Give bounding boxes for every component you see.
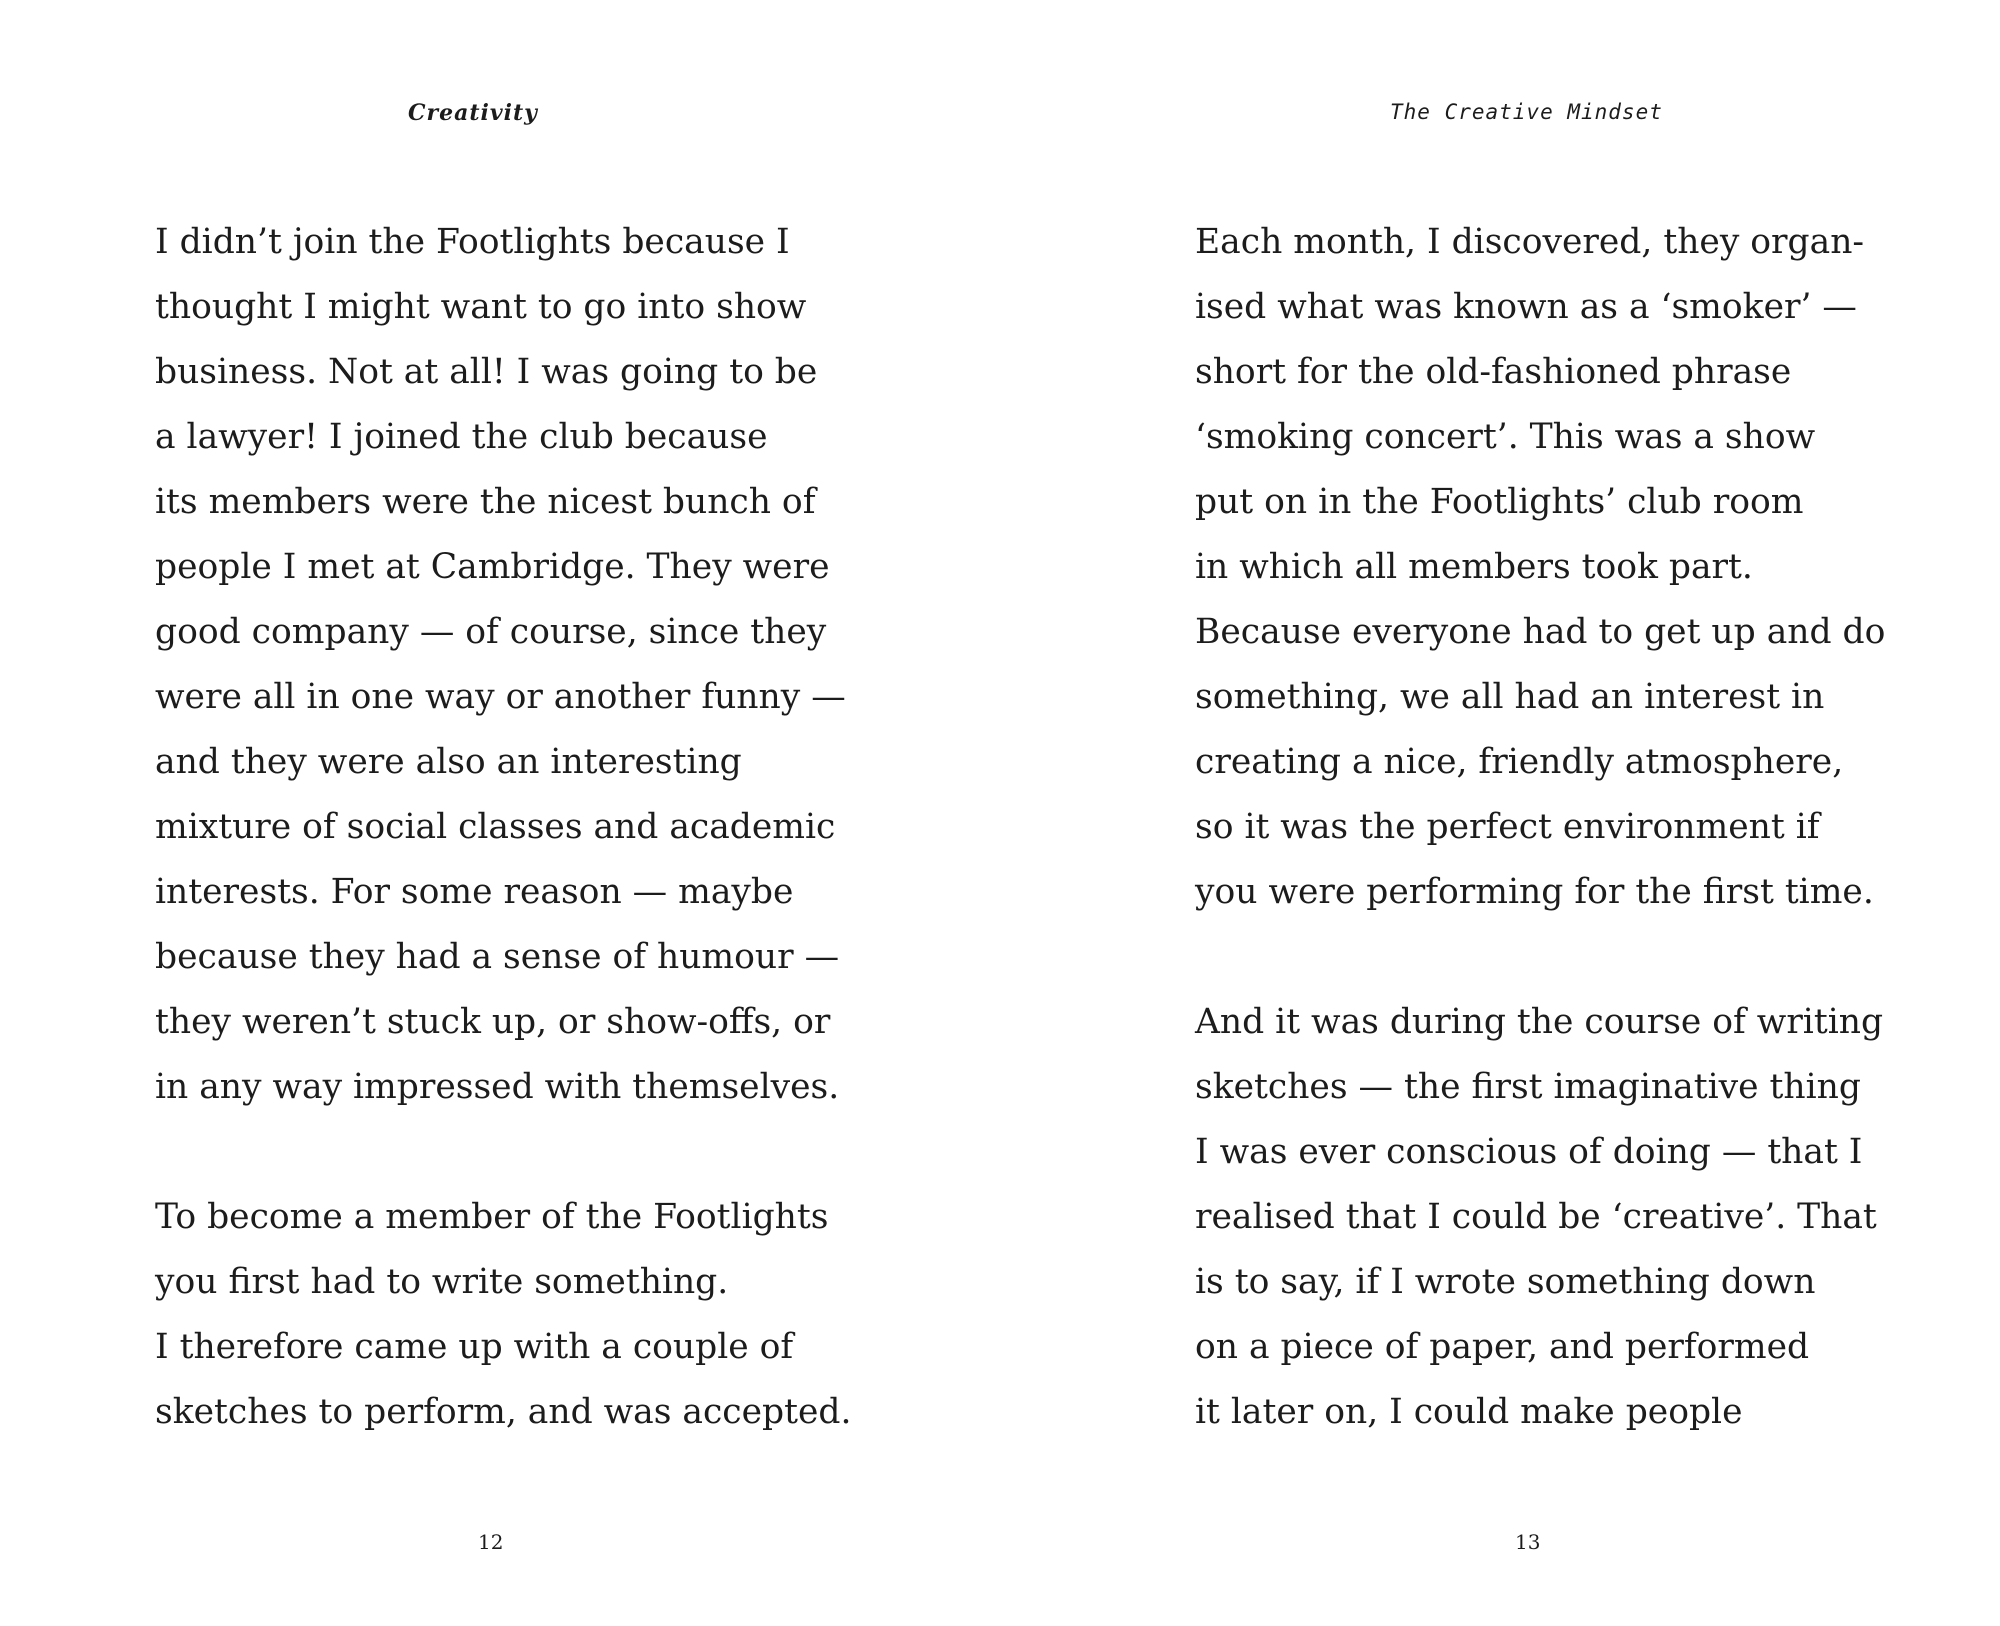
- right-page-number: 13: [1515, 1530, 1541, 1554]
- text-line: I was ever conscious of doing — that I: [1195, 1132, 1863, 1172]
- text-line: To become a member of the Footlights: [155, 1197, 829, 1237]
- left-body-text: [155, 210, 851, 1445]
- text-line: realised that I could be ‘creative’. That: [1195, 1197, 1877, 1237]
- paragraph-gap: [155, 1120, 851, 1185]
- text-line: because they had a sense of humour —: [155, 937, 840, 977]
- text-line: mixture of social classes and academic: [155, 807, 836, 847]
- text-line: a lawyer! I joined the club because: [155, 417, 768, 457]
- paragraph-gap: [1195, 925, 1885, 990]
- text-line: were all in one way or another funny —: [155, 677, 846, 717]
- text-line: put on in the Footlights’ club room: [1195, 482, 1804, 522]
- text-line: Each month, I discovered, they organ-: [1195, 222, 1865, 262]
- text-line: creating a nice, friendly atmosphere,: [1195, 742, 1844, 782]
- text-line: and they were also an interesting: [155, 742, 742, 782]
- paragraph: [1195, 210, 1885, 925]
- text-line: And it was during the course of writing: [1195, 1002, 1884, 1042]
- right-body-text: [1195, 210, 1885, 1445]
- text-line: you were performing for the first time.: [1195, 872, 1874, 912]
- text-line: business. Not at all! I was going to be: [155, 352, 818, 392]
- text-line: good company — of course, since they: [155, 612, 827, 652]
- text-line: thought I might want to go into show: [155, 287, 807, 327]
- text-line: sketches to perform, and was accepted.: [155, 1392, 852, 1432]
- text-line: you first had to write something.: [155, 1262, 729, 1302]
- paragraph: [155, 210, 851, 1120]
- text-line: I therefore came up with a couple of: [155, 1327, 794, 1367]
- right-page: [1000, 0, 2000, 1626]
- text-line: something, we all had an interest in: [1195, 677, 1825, 717]
- text-line: in any way impressed with themselves.: [155, 1067, 840, 1107]
- text-line: on a piece of paper, and performed: [1195, 1327, 1810, 1367]
- text-line: it later on, I could make people: [1195, 1392, 1743, 1432]
- paragraph: [1195, 990, 1885, 1445]
- right-running-head: The Creative Mindset: [1390, 100, 1663, 124]
- text-line: in which all members took part.: [1195, 547, 1753, 587]
- text-line: short for the old-fashioned phrase: [1195, 352, 1792, 392]
- paragraph: [155, 1185, 851, 1445]
- text-line: interests. For some reason — maybe: [155, 872, 794, 912]
- text-line: people I met at Cambridge. They were: [155, 547, 830, 587]
- text-line: is to say, if I wrote something down: [1195, 1262, 1816, 1302]
- text-line: they weren’t stuck up, or show-offs, or: [155, 1002, 831, 1042]
- text-line: ‘smoking concert’. This was a show: [1195, 417, 1816, 457]
- left-page-number: 12: [478, 1530, 504, 1554]
- text-line: ised what was known as a ‘smoker’ —: [1195, 287, 1857, 327]
- text-line: sketches — the first imaginative thing: [1195, 1067, 1861, 1107]
- left-running-head: Creativity: [408, 100, 538, 126]
- text-line: Because everyone had to get up and do: [1195, 612, 1886, 652]
- text-line: so it was the perfect environment if: [1195, 807, 1820, 847]
- text-line: its members were the nicest bunch of: [155, 482, 816, 522]
- text-line: I didn’t join the Footlights because I: [155, 222, 790, 262]
